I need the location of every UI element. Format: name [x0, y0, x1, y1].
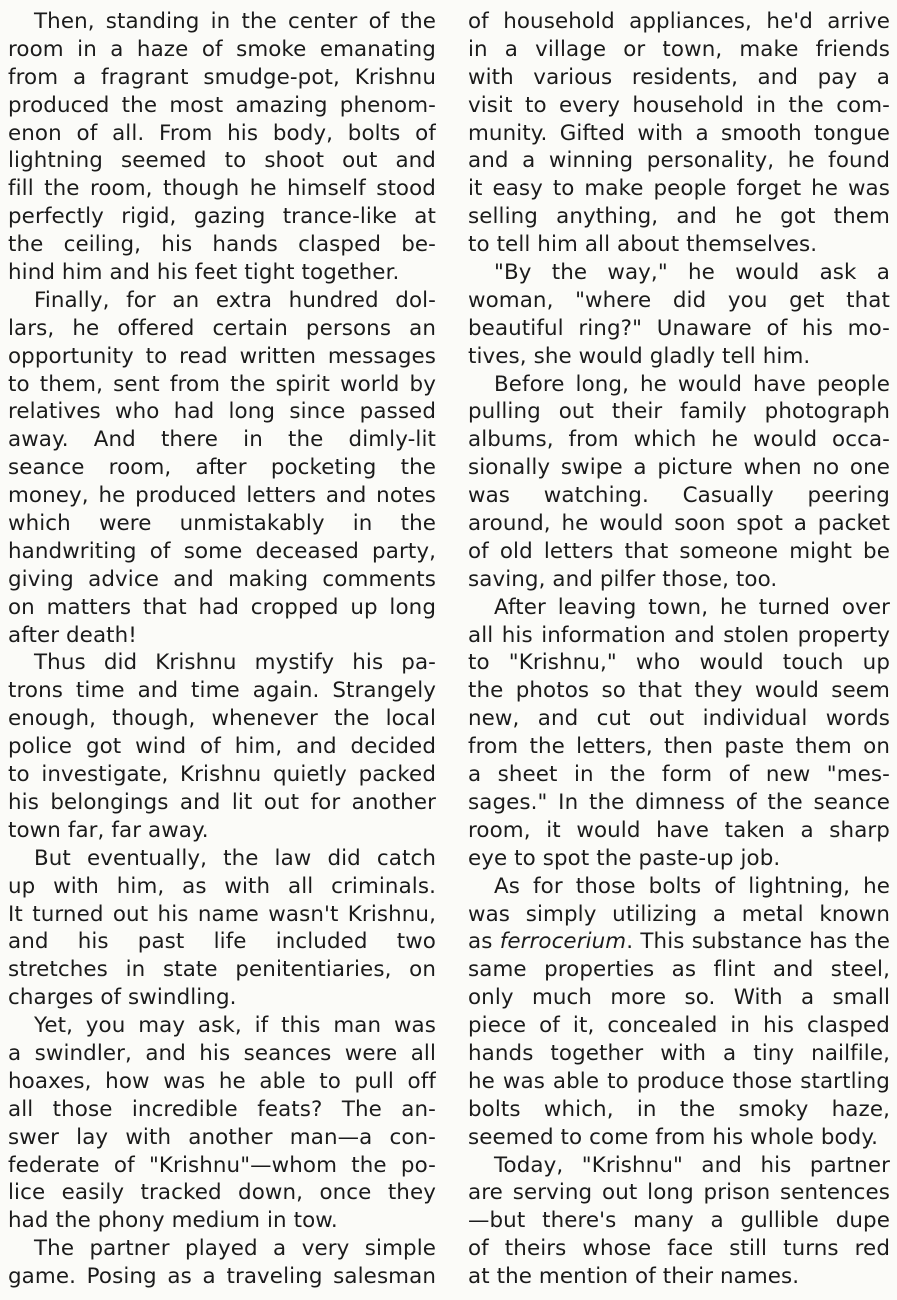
text-line: The partner played a very simple [34, 1236, 436, 1262]
text-line: pulling out their family photograph [468, 399, 890, 425]
text-line: Finally, for an extra hundred dol- [34, 287, 436, 313]
text-line: a sheet in the form of new "mes- [468, 762, 890, 788]
text-line: stretches in state penitentiaries, on [8, 957, 436, 983]
text-line: produced the most amazing phenom- [8, 92, 436, 118]
text-line: hoaxes, how was he able to pull off [8, 1068, 436, 1094]
text-line: relatives who had long since passed [8, 399, 436, 425]
text-line: same properties as flint and steel, [468, 957, 890, 983]
text-line: enon of all. From his body, bolts of [8, 120, 436, 146]
text-line: swer lay with another man—a con- [8, 1124, 436, 1150]
text-line: new, and cut out individual words [468, 706, 890, 732]
text-line: to tell him all about themselves. [468, 232, 818, 258]
text-line: woman, "where did you get that [468, 287, 890, 313]
text-line: lars, he offered certain persons an [8, 315, 436, 341]
text-line: away. And there in the dimly-lit [8, 427, 436, 453]
text-line: albums, from which he would occa- [468, 427, 890, 453]
text-line: handwriting of some deceased party, [8, 538, 436, 564]
text-line: giving advice and making comments [8, 566, 436, 592]
text-line: of old letters that someone might be [468, 538, 890, 564]
text-line: around, he would soon spot a packet [468, 511, 890, 537]
text-line: on matters that had cropped up long [8, 594, 436, 620]
text-line: town far, far away. [8, 817, 209, 843]
text-line: with various residents, and pay a [468, 64, 890, 90]
text-line: selling anything, and he got them [468, 204, 890, 230]
text-line: from the letters, then paste them on [468, 734, 890, 760]
text-line: Before long, he would have people [494, 371, 890, 397]
text-line: tives, she would gladly tell him. [468, 343, 811, 369]
text-line: to investigate, Krishnu quietly packed [8, 762, 436, 788]
text-line: only much more so. With a small [468, 985, 890, 1011]
text-line [468, 928, 890, 956]
text-segment: as [468, 929, 500, 955]
text-line: opportunity to read written messages [8, 343, 436, 369]
text-line: But eventually, the law did catch [34, 845, 436, 871]
text-line: sionally swipe a picture when no one [468, 455, 890, 481]
text-line: fill the room, though he himself stood [8, 176, 436, 202]
text-line: perfectly rigid, gazing trance-like at [8, 204, 436, 230]
text-line: hands together with a tiny nailfile, [468, 1040, 890, 1066]
text-segment: . This substance has the [626, 929, 890, 955]
text-line: the photos so that they would seem [468, 678, 890, 704]
text-line: at the mention of their names. [468, 1264, 800, 1290]
text-line: room, it would have taken a sharp [468, 817, 890, 843]
text-line: lice easily tracked down, once they [8, 1180, 436, 1206]
text-line: After leaving town, he turned over [494, 594, 890, 620]
text-line: his belongings and lit out for another [8, 789, 436, 815]
text-line: which were unmistakably in the [8, 511, 436, 537]
text-line: As for those bolts of lightning, he [494, 873, 890, 899]
text-line: Thus did Krishnu mystify his pa- [34, 650, 436, 676]
text-line: all his information and stolen property [468, 622, 890, 648]
text-line: trons time and time again. Strangely [8, 678, 436, 704]
text-line: police got wind of him, and decided [8, 734, 436, 760]
text-line: sages." In the dimness of the seance [468, 789, 890, 815]
text-line: was watching. Casually peering [468, 483, 890, 509]
text-line: game. Posing as a traveling salesman [8, 1264, 436, 1290]
text-line: of theirs whose face still turns red [468, 1236, 890, 1262]
text-line: Then, standing in the center of the [34, 9, 436, 34]
left-column [8, 8, 436, 1291]
text-line: all those incredible feats? The an- [8, 1096, 436, 1122]
text-line: munity. Gifted with a smooth tongue [468, 120, 890, 146]
text-line: charges of swindling. [8, 985, 237, 1011]
text-line: after death! [8, 622, 137, 648]
text-line: Today, "Krishnu" and his partner [494, 1152, 890, 1178]
text-line: saving, and pilfer those, too. [468, 566, 778, 592]
text-line: eye to spot the paste-up job. [468, 845, 781, 871]
text-line: had the phony medium in tow. [8, 1208, 338, 1234]
text-line: —but there's many a gullible dupe [468, 1208, 890, 1234]
text-line: he was able to produce those startling [468, 1068, 890, 1094]
text-line: federate of "Krishnu"—whom the po- [8, 1152, 436, 1178]
text-line: to "Krishnu," who would touch up [468, 650, 890, 676]
text-line: enough, though, whenever the local [8, 706, 436, 732]
text-line: "By the way," he would ask a [494, 260, 890, 286]
text-line: in a village or town, make friends [468, 36, 890, 62]
text-line: from a fragrant smudge-pot, Krishnu [8, 64, 436, 90]
text-line: it easy to make people forget he was [468, 176, 890, 202]
text-line: piece of it, concealed in his clasped [468, 1013, 890, 1039]
italic-term: ferrocerium [499, 929, 627, 955]
text-line: the ceiling, his hands clasped be- [8, 232, 436, 258]
text-line: was simply utilizing a metal known [468, 901, 890, 927]
text-line: bolts which, in the smoky haze, [468, 1096, 890, 1122]
text-line: are serving out long prison sentences [468, 1180, 890, 1206]
text-line: seemed to come from his whole body. [468, 1124, 878, 1150]
text-line: up with him, as with all criminals. [8, 873, 436, 899]
text-line: money, he produced letters and notes [8, 483, 436, 509]
text-line: hind him and his feet tight together. [8, 260, 400, 286]
text-line: and a winning personality, he found [468, 148, 890, 174]
text-line: Yet, you may ask, if this man was [34, 1013, 436, 1039]
text-line: beautiful ring?" Unaware of his mo- [468, 315, 890, 341]
text-line: to them, sent from the spirit world by [8, 371, 436, 397]
text-line: visit to every household in the com- [468, 92, 890, 118]
text-line: of household appliances, he'd arrive [468, 9, 890, 34]
text-line: a swindler, and his seances were all [8, 1040, 436, 1066]
text-line: seance room, after pocketing the [8, 455, 436, 481]
right-column [468, 8, 890, 1291]
text-line: lightning seemed to shoot out and [8, 148, 436, 174]
text-line: and his past life included two [8, 929, 436, 955]
text-line: It turned out his name wasn't Krishnu, [8, 901, 436, 927]
text-line: room in a haze of smoke emanating [8, 36, 436, 62]
